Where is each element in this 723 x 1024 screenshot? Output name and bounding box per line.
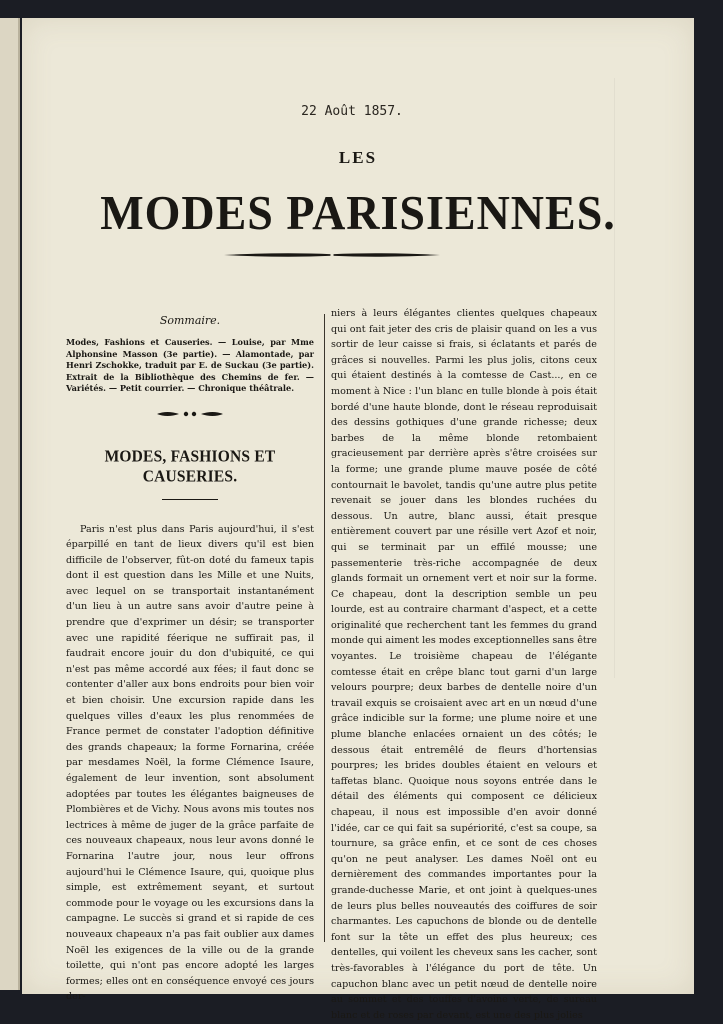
article-left-column-text: Paris n'est plus dans Paris aujourd'hui, il s'est éparpillé en tant de lieux divers qu'il est bien difficile de l'observer, fût-on doté du fameux tapis dont il est question dans les Mille et une Nuits, avec lequel on se transportait instantanément d'un lieu à un autre sans avoir d'autre peine à prendre que d'exprimer un désir; se transporter avec une rapidité féerique ne suffirait pas, il faudrait encore jouir du don d'ubiquité, ce qui n'est pas même accordé aux fées; il faut donc se contenter d'aller aux bons endroits pour bien voir et bien choisir. Une excursion rapide dans les quelques villes d'eaux les plus renommées de France permet de constater l'adoption définitive des grands chapeaux; la forme Fornarina, créée par mesdames Noël, la forme Clémence Isaure, également de leur invention, sont absolument adoptées par toutes les élégantes baigneuses de Plombières et de Vichy. Nous avons mis toutes nos lectrices à même de juger de la grâce parfaite de ces nouveaux chapeaux, nous leur avons donné le Fornarina l'autre jour, nous leur offrons aujourd'hui le Clémence Isaure, qui, quoique plus simple, est extrêmement seyant, et surtout commode pour le voyage ou les excursions dans la campagne. Le succès si grand et si rapide de ces nouveaux chapeaux n'a pas fait oublier aux dames Noël les exigences de la ville ou de la grande toilette, qui n'ont pas encore adopté les larges formes; elles ont en conséquence envoyé ces jours der- — [66, 523, 314, 1003]
article-heading: MODES, FASHIONS ET CAUSERIES. — [104, 446, 276, 486]
masthead-pretitle: LES — [338, 148, 378, 167]
sommaire-text: Modes, Fashions et Causeries. — Louise, par Mme Alphonsine Masson (3e partie). — Alamontade, par Henri Zschokke, traduit par E. de Suckau (3e partie). Extrait de la Bibliothèque des Chemins de fer. — Variétés. — Petit courrier. — Chronique théâtrale. — [66, 337, 314, 393]
date-stamp: 22 Août 1857. — [301, 104, 403, 119]
section-ornament — [155, 409, 225, 419]
sommaire-title: Sommaire. — [159, 314, 221, 327]
heading-rule — [162, 499, 218, 500]
right-column — [331, 306, 597, 1023]
masthead-rule-ornament — [222, 250, 442, 260]
masthead-title: MODES PARISIENNES. — [100, 185, 616, 240]
page-fold-line — [614, 78, 615, 678]
left-column — [66, 314, 314, 1005]
article-right-column-text: niers à leurs élégantes clientes quelques chapeaux qui ont fait jeter des cris de plaisir quand on les a vus sortir de leur caisse si frais, si éclatants et parés de grâces si nouvelles. Parmi les plus jolis, citons ceux qui étaient destinés à la comtesse de Cast..., en ce moment à Nice : l'un blanc en tulle blonde à pois était bordé d'une haute blonde, dont le réseau reproduisait des dessins gothiques d'une grande richesse; deux barbes de la même blonde retombaient gracieusement par derrière après s'être croisées sur la forme; une grande plume mauve posée de côté contournait le bavolet, tandis qu'une autre plus petite revenait se jouer dans les blondes ruchées du dessous. Un autre, blanc aussi, était presque entièrement couvert par une résille vert Azof et noir, qui se terminait par un effilé mousse; une passementerie très-riche accompagnée de deux glands formait un ornement vert et noir sur la forme. Ce chapeau, dont la description semble un peu lourde, est au contraire charmant d'aspect, et a cette originalité que recherchent tant les femmes du grand monde qui aiment les modes exceptionnelles sans être voyantes. Le troisième chapeau de l'élégante comtesse était en crêpe blanc tout garni d'un large velours pourpre; deux barbes de dentelle noire d'un travail exquis se croisaient avec art en un nœud d'une grâce indicible sur la forme; une plume noire et une plume blanche enlacées ornaient un des côtés; le dessous était entremêlé de fleurs d'hortensias pourpres; les brides doubles étaient en velours et taffetas blanc. Quoique nous soyons entrée dans le détail des éléments qui composent ce délicieux chapeau, il nous est impossible d'en avoir donné l'idée, car ce qui fait sa supériorité, c'est sa coupe, sa tournure, sa grâce enfin, et ce sont de ces choses qu'on ne peut analyser. Les dames Noël ont eu dernièrement des commandes importantes pour la grande-duchesse Marie, et ont joint à quelques-unes de leurs plus belles nouveautés des coiffures de soir charmantes. Les capuchons de blonde ou de dentelle font sur la tête un effet des plus heureux; ces dentelles, qui voilent les cheveux sans les cacher, sont très-favorables à l'élégance du port de tête. Un capuchon blanc avec un petit nœud de dentelle noire au sommet et des touffes d'avoine verte, de sureau blanc et de roses par devant, est une des plus jolies — [331, 308, 597, 1021]
newspaper-page — [22, 18, 694, 1021]
column-divider — [324, 314, 325, 942]
previous-page-edge — [0, 18, 20, 990]
